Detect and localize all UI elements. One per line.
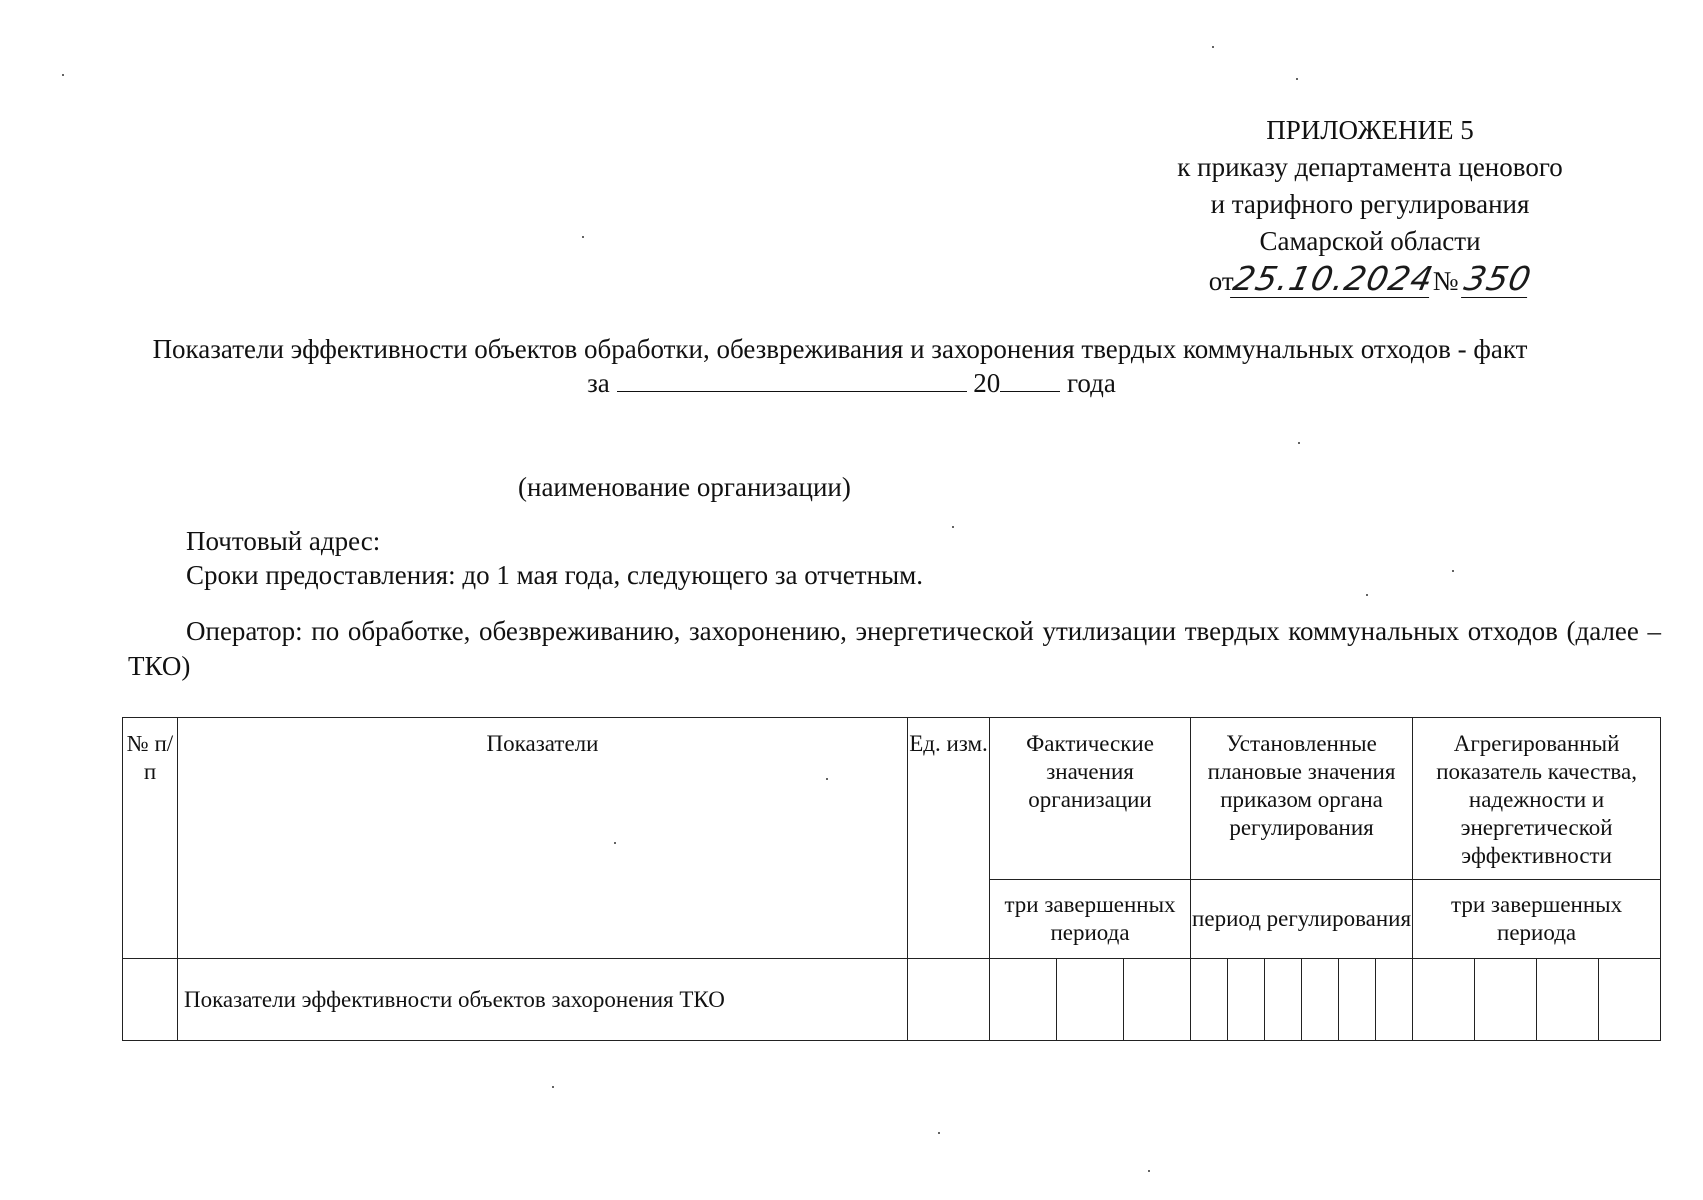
scan-speck	[1148, 1170, 1150, 1172]
header-aggregated-indicator: Агрегированный показатель качества, надежности и энергетической эффективности	[1413, 718, 1661, 880]
planned-value-cell	[1302, 959, 1339, 1041]
actual-value-cell	[1057, 959, 1124, 1041]
header-unit: Ед. изм.	[908, 718, 990, 959]
postal-address-label: Почтовый адрес:	[186, 526, 381, 556]
scan-speck	[1452, 570, 1454, 572]
planned-value-cell	[1339, 959, 1376, 1041]
appendix-order-line: к приказу департамента ценового	[1177, 152, 1563, 182]
period-prefix: за	[587, 368, 610, 398]
year-blank-field	[1000, 365, 1060, 392]
handwritten-date: 25.10.2024	[1229, 259, 1437, 298]
planned-value-cell	[1376, 959, 1413, 1041]
actual-value-cell	[990, 959, 1057, 1041]
planned-value-cell	[1265, 959, 1302, 1041]
organization-name-caption: (наименование организации)	[518, 472, 851, 502]
header-planned-values: Установленные плановые значения приказом органа регулирования	[1191, 718, 1413, 880]
scan-speck	[826, 778, 828, 780]
subheader-regulation-period: период регулирования	[1191, 880, 1413, 959]
scan-speck	[552, 1086, 554, 1088]
row-unit-cell	[908, 959, 990, 1041]
table-header-row	[123, 718, 1661, 880]
scan-speck	[1366, 594, 1368, 596]
date-prefix: от	[1208, 266, 1234, 296]
header-indicators: Показатели	[178, 718, 908, 959]
table-row	[123, 959, 1661, 1041]
scan-speck	[1212, 46, 1214, 48]
number-label: №	[1432, 266, 1459, 296]
scan-speck	[1298, 442, 1300, 444]
scan-speck	[614, 842, 616, 844]
row-label-cell: Показатели эффективности объектов захоронения ТКО	[178, 959, 908, 1041]
header-num: № п/п	[123, 718, 178, 959]
period-blank-field	[617, 365, 967, 392]
scan-speck	[62, 74, 64, 76]
actual-value-cell	[1124, 959, 1191, 1041]
order-date-number	[1140, 260, 1600, 300]
operator-description: Оператор: по обработке, обезвреживанию, захоронению, энергетической утилизации твердых коммунальных отходов (далее – ТКО)	[128, 616, 1661, 681]
scan-speck	[1296, 78, 1298, 80]
row-num-cell	[123, 959, 178, 1041]
handwritten-number: 350	[1461, 259, 1536, 298]
appendix-region-line: Самарской области	[1259, 226, 1481, 256]
appendix-department-line: и тарифного регулирования	[1210, 189, 1530, 219]
appendix-title: ПРИЛОЖЕНИЕ 5	[1266, 115, 1474, 145]
subheader-aggregated-periods: три завершенных периода	[1413, 880, 1661, 959]
reporting-period-line	[0, 365, 1703, 400]
report-title: Показатели эффективности объектов обработки, обезвреживания и захоронения твердых коммунальных отходов - факт	[152, 334, 1528, 364]
planned-value-cell	[1228, 959, 1265, 1041]
indicators-table	[122, 717, 1661, 1041]
scan-speck	[582, 236, 584, 238]
aggregated-value-cell	[1413, 959, 1475, 1041]
aggregated-value-cell	[1537, 959, 1599, 1041]
aggregated-value-cell	[1599, 959, 1661, 1041]
planned-value-cell	[1191, 959, 1228, 1041]
year-suffix: года	[1067, 368, 1116, 398]
subheader-actual-periods: три завершенных периода	[990, 880, 1191, 959]
year-prefix: 20	[973, 368, 1001, 398]
scan-speck	[938, 1132, 940, 1134]
appendix-header	[1140, 112, 1600, 300]
submission-deadline: Сроки предоставления: до 1 мая года, следующего за отчетным.	[186, 560, 924, 590]
scan-speck	[952, 526, 954, 528]
header-actual-values: Фактические значения организации	[990, 718, 1191, 880]
aggregated-value-cell	[1475, 959, 1537, 1041]
